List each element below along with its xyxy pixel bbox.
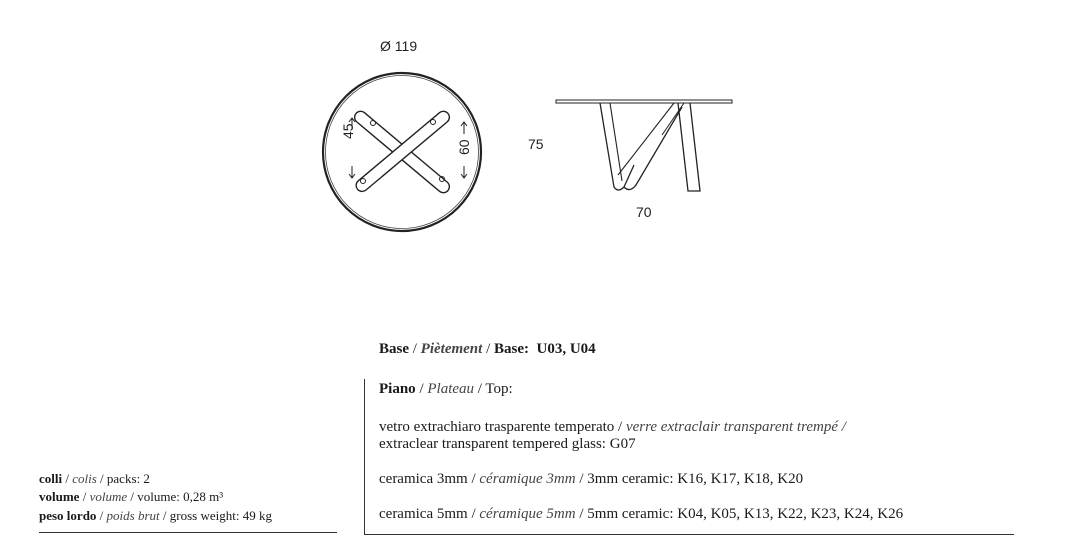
base-spec: Base / Piètement / Base: U03, U04 <box>379 341 596 357</box>
vertical-divider <box>364 379 365 535</box>
ceramic5-codes: K04, K05, K13, K22, K23, K24, K26 <box>677 506 904 522</box>
packs-en: / packs: 2 <box>100 471 150 486</box>
glass-en: extraclear transparent tempered glass: <box>379 436 606 452</box>
weight-info: peso lordo / poids brut / gross weight: 49 kg <box>39 508 272 523</box>
bottom-rule-right <box>364 534 1014 535</box>
ceramic-3mm-spec <box>379 471 803 488</box>
ceramic3-it: ceramica 3mm / <box>379 471 476 487</box>
ceramic5-it: ceramica 5mm / <box>379 506 476 522</box>
weight-fr: poids brut <box>106 508 160 523</box>
ceramic-5mm-spec <box>379 506 903 523</box>
base-fr: Piètement <box>420 341 483 357</box>
volume-it: volume <box>39 489 80 504</box>
leg-right-dimension: 60 <box>456 139 472 155</box>
base-en: Base: <box>494 341 529 357</box>
ceramic3-fr: céramique 3mm <box>479 471 576 487</box>
weight-en: / gross weight: 49 kg <box>162 508 272 523</box>
packs-it: colli <box>39 471 63 486</box>
volume-en: / volume: 0,28 m³ <box>130 489 224 504</box>
height-dimension: 75 <box>528 136 544 152</box>
top-it: Piano <box>379 381 416 397</box>
table-side-view-drawing <box>552 95 736 197</box>
glass-it: vetro extrachiaro trasparente temperato / <box>379 419 623 435</box>
packs-info: colli / colis / packs: 2 <box>39 471 150 486</box>
ceramic3-codes: K16, K17, K18, K20 <box>677 471 804 487</box>
bottom-rule-left <box>39 532 337 533</box>
width-dimension: 70 <box>636 204 652 220</box>
leg-left-dimension: 45 <box>340 123 356 139</box>
diameter-label: Ø 119 <box>380 38 418 54</box>
packs-fr: colis <box>72 471 97 486</box>
base-codes: U03, U04 <box>536 341 596 357</box>
base-it: Base <box>379 341 409 357</box>
top-fr: Plateau <box>427 381 475 397</box>
top-spec-heading: Piano / Plateau / Top: <box>379 381 513 397</box>
glass-fr: verre extraclair transparent trempé / <box>625 419 846 435</box>
ceramic5-fr: céramique 5mm <box>479 506 576 522</box>
ceramic3-en: / 3mm ceramic: <box>579 471 674 487</box>
ceramic5-en: / 5mm ceramic: <box>579 506 674 522</box>
weight-it: peso lordo <box>39 508 97 523</box>
glass-codes: G07 <box>609 436 636 452</box>
volume-info: volume / volume / volume: 0,28 m³ <box>39 489 224 504</box>
top-en: Top: <box>485 381 513 397</box>
volume-fr: volume <box>89 489 128 504</box>
glass-spec <box>379 419 846 453</box>
